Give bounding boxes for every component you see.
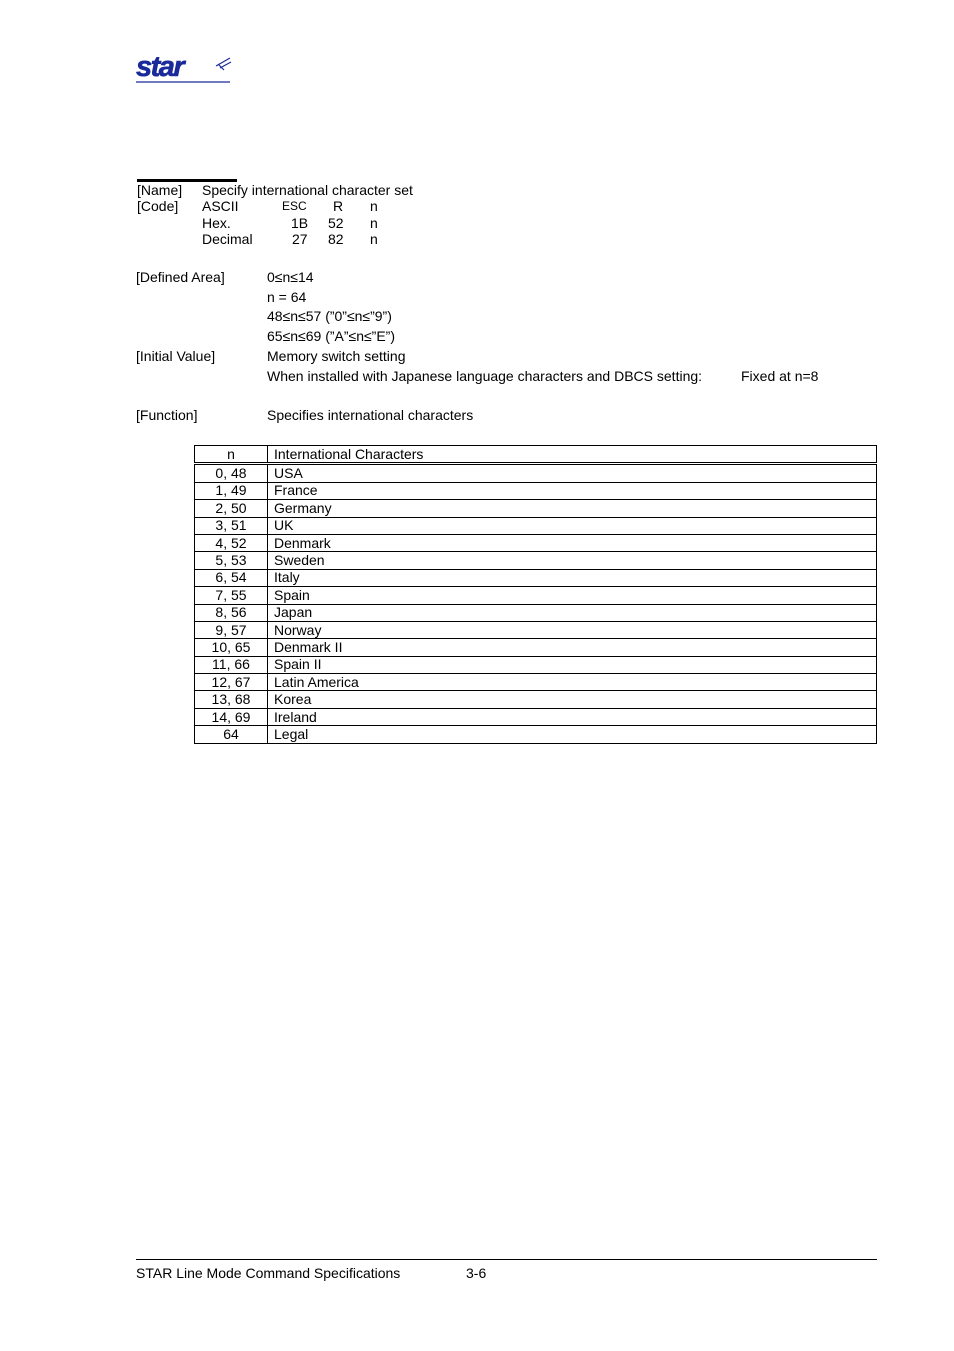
table-row — [195, 517, 877, 534]
cell-n: 12, 67 — [195, 674, 268, 691]
cell-n: 13, 68 — [195, 691, 268, 708]
code-hex-1: 1B — [291, 215, 309, 231]
star-logo — [136, 54, 232, 84]
cell-country: Spain II — [268, 656, 877, 673]
command-name: Specify international character set — [202, 182, 413, 198]
table-row — [195, 621, 877, 638]
page-number: 3-6 — [466, 1265, 487, 1281]
table-row — [195, 569, 877, 586]
cell-country: Ireland — [268, 708, 877, 725]
code-label: [Code] — [137, 198, 179, 214]
cell-country: Norway — [268, 621, 877, 638]
code-dec-n: n — [370, 231, 378, 247]
code-hex-n: n — [370, 215, 378, 231]
function-text: Specifies international characters — [267, 407, 474, 423]
initial-value-label: [Initial Value] — [136, 348, 216, 364]
table-row — [195, 464, 877, 482]
code-dec-2: 82 — [328, 231, 344, 247]
code-dec-1: 27 — [292, 231, 308, 247]
table-row — [195, 534, 877, 551]
cell-country: Italy — [268, 569, 877, 586]
initial-value-line: When installed with Japanese language characters and DBCS setting: — [267, 368, 703, 384]
table-row — [195, 639, 877, 656]
cell-country: Sweden — [268, 552, 877, 569]
code-ascii-r: R — [333, 198, 344, 214]
initial-value-line: Memory switch setting — [267, 348, 406, 364]
cell-country: UK — [268, 517, 877, 534]
table-row — [195, 691, 877, 708]
cell-n: 14, 69 — [195, 708, 268, 725]
cell-country: Japan — [268, 604, 877, 621]
cell-n: 1, 49 — [195, 482, 268, 499]
cell-n: 9, 57 — [195, 621, 268, 638]
cell-country: Denmark II — [268, 639, 877, 656]
svg-text:star: star — [136, 54, 184, 83]
defined-area-line: n = 64 — [267, 289, 307, 305]
code-row-label: ASCII — [202, 198, 239, 214]
cell-country: France — [268, 482, 877, 499]
cell-n: 0, 48 — [195, 464, 268, 482]
cell-n: 8, 56 — [195, 604, 268, 621]
cell-country: Korea — [268, 691, 877, 708]
table-row — [195, 674, 877, 691]
cell-n: 64 — [195, 726, 268, 743]
cell-country: Spain — [268, 587, 877, 604]
cell-n: 3, 51 — [195, 517, 268, 534]
table-row — [195, 708, 877, 725]
table-row — [195, 656, 877, 673]
cell-n: 11, 66 — [195, 656, 268, 673]
name-label: [Name] — [137, 182, 183, 198]
cell-country: Legal — [268, 726, 877, 743]
defined-area-line: 0≤n≤14 — [267, 269, 314, 285]
table-row — [195, 552, 877, 569]
code-hex-2: 52 — [328, 215, 344, 231]
cell-n: 5, 53 — [195, 552, 268, 569]
cell-country: Denmark — [268, 534, 877, 551]
defined-area-label: [Defined Area] — [136, 269, 225, 285]
defined-area-line: 48≤n≤57 (”0”≤n≤”9”) — [267, 308, 392, 324]
cell-n: 7, 55 — [195, 587, 268, 604]
cell-n: 2, 50 — [195, 500, 268, 517]
cell-n: 4, 52 — [195, 534, 268, 551]
footer-rule — [136, 1259, 877, 1260]
code-row-label: Hex. — [202, 215, 231, 231]
code-row-label: Decimal — [202, 231, 253, 247]
column-header-n: n — [195, 446, 268, 464]
table-row — [195, 587, 877, 604]
cell-n: 10, 65 — [195, 639, 268, 656]
international-character-table — [194, 445, 877, 744]
column-header-characters: International Characters — [268, 446, 877, 464]
cell-country: USA — [268, 464, 877, 482]
initial-value-fixed: Fixed at n=8 — [741, 368, 819, 384]
table-row — [195, 482, 877, 499]
table-row — [195, 726, 877, 743]
code-ascii-esc: ESC — [282, 199, 307, 213]
defined-area-line: 65≤n≤69 (”A”≤n≤”E”) — [267, 328, 395, 344]
cell-country: Latin America — [268, 674, 877, 691]
table-row — [195, 500, 877, 517]
footer-title: STAR Line Mode Command Specifications — [136, 1265, 401, 1281]
cell-country: Germany — [268, 500, 877, 517]
table-header-row — [195, 446, 877, 464]
function-label: [Function] — [136, 407, 198, 423]
table-row — [195, 604, 877, 621]
code-ascii-n: n — [370, 198, 378, 214]
cell-n: 6, 54 — [195, 569, 268, 586]
